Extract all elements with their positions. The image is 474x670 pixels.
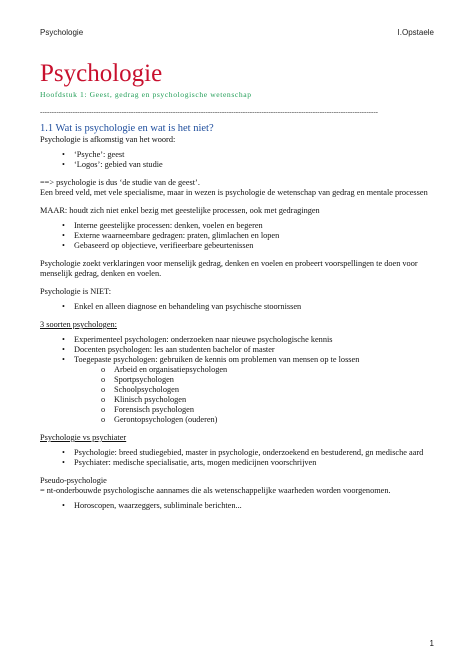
sublist-item: o Arbeid en organisatiepsychologen	[40, 365, 440, 375]
sublist-item: o Forensisch psychologen	[40, 405, 440, 415]
paragraph-maar: MAAR: houdt zich niet enkel bezig met geestelijke processen, ook met gedragingen	[40, 206, 320, 215]
list-item: • ‘Logos’: gebied van studie	[40, 160, 440, 170]
types-heading: 3 soorten psychologen:	[40, 320, 117, 329]
sublist-item: o Sportpsychologen	[40, 375, 440, 385]
list-item: • Externe waarneembare gedragen: praten, glimlachen en lopen	[40, 231, 440, 241]
page-header	[40, 28, 434, 37]
list-item: • ‘Psyche’: geest	[40, 150, 440, 160]
document-subtitle: Hoofdstuk 1: Geest, gedrag en psychologische wetenschap	[40, 90, 252, 99]
sublist-item: o Gerontopsychologen (ouderen)	[40, 415, 440, 425]
list-item: • Gebaseerd op objectieve, verifieerbare gebeurtenissen	[40, 241, 440, 251]
list-item: • Docenten psychologen: les aan studenten bachelor of master	[40, 345, 440, 355]
document-body	[40, 60, 440, 511]
sublist-item: o Klinisch psychologen	[40, 395, 440, 405]
applied-sublist	[40, 365, 440, 425]
paragraph-broad-field: Een breed veld, met vele specialisme, maar in wezen is psychologie de wetenschap van gedrag en mentale processen	[40, 188, 428, 197]
types-list	[40, 335, 440, 365]
sublist-item: o Schoolpsychologen	[40, 385, 440, 395]
not-list	[40, 302, 440, 312]
vs-heading: Psychologie vs psychiater	[40, 433, 127, 442]
divider-line: -------------------------------------------------------------------------------------------------------------------------------------------------	[40, 108, 379, 116]
list-item: • Horoscopen, waarzeggers, subliminale berichten...	[40, 501, 440, 511]
paragraph-origin: Psychologie is afkomstig van het woord:	[40, 135, 176, 144]
header-right: I.Opstaele	[397, 28, 434, 37]
list-item: • Enkel en alleen diagnose en behandeling van psychische stoornissen	[40, 302, 440, 312]
list-item: • Toegepaste psychologen: gebruiken de kennis om problemen van mensen op te lossen	[40, 355, 440, 365]
paragraph-study: ==> psychologie is dus ‘de studie van de geest’.	[40, 178, 200, 187]
section-heading: 1.1 Wat is psychologie en wat is het niet?	[40, 123, 214, 134]
document-title: Psychologie	[40, 60, 163, 87]
pseudo-list	[40, 501, 440, 511]
pseudo-heading: Pseudo-psychologie	[40, 476, 107, 485]
list-item: • Psychologie: breed studiegebied, master in psychologie, onderzoekend en bestuderend, gn medische aard	[40, 448, 440, 458]
paragraph-explain: Psychologie zoekt verklaringen voor menselijk gedrag, denken en voelen en probeert voorspellingen te doen voor menselijk gedrag, denken en voelen.	[40, 259, 418, 278]
page-number: 1	[429, 639, 434, 648]
vs-list	[40, 448, 440, 468]
list-item: • Experimenteel psychologen: onderzoeken naar nieuwe psychologische kennis	[40, 335, 440, 345]
header-left: Psychologie	[40, 28, 84, 37]
not-heading: Psychologie is NIET:	[40, 287, 112, 296]
list-item: • Interne geestelijke processen: denken, voelen en begeren	[40, 221, 440, 231]
maar-list	[40, 221, 440, 251]
origin-list	[40, 150, 440, 170]
list-item: • Psychiater: medische specialisatie, arts, mogen medicijnen voorschrijven	[40, 458, 440, 468]
pseudo-definition: = nt-onderbouwde psychologische aannames die als wetenschappelijke waarheden worden voorgenomen.	[40, 486, 391, 495]
